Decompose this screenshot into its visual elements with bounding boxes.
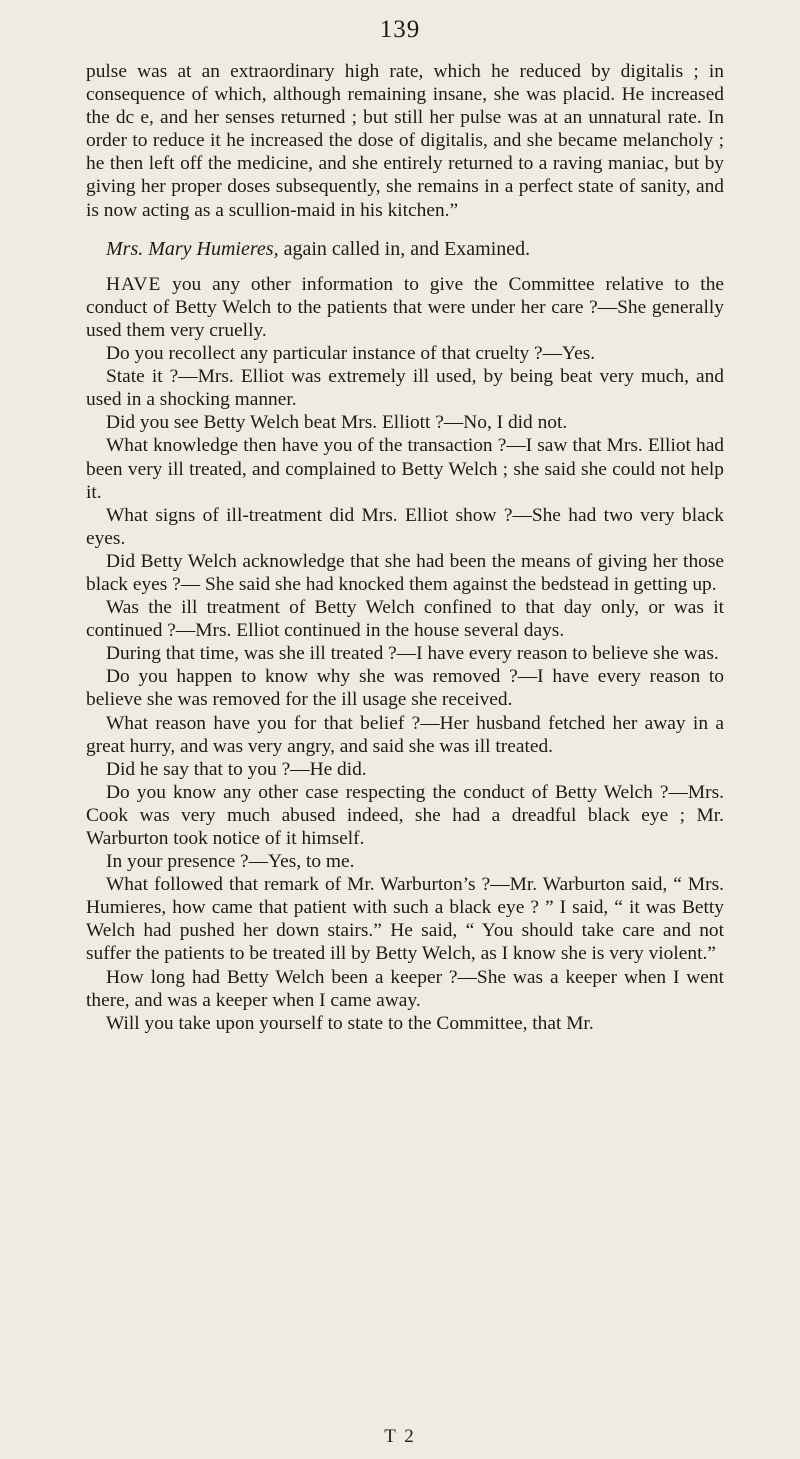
qa-paragraph: In your presence ?—Yes, to me. <box>106 851 355 873</box>
qa-paragraph: Do you happen to know why she was removed ?—I have every reason to believe she was removed for the ill usage she received. <box>86 666 724 711</box>
qa-paragraph: Do you know any other case respecting the conduct of Betty Welch ?—Mrs. Cook was very much abused indeed, she had a dreadful black eye ; Mr. Warburton took notice of it himself. <box>86 781 724 849</box>
witness-name: Mrs. Mary Humieres, <box>106 237 279 260</box>
qa-paragraph-first <box>86 273 724 342</box>
qa-paragraph: During that time, was she ill treated ?—I have every reason to believe she was. <box>106 643 719 665</box>
qa-paragraph: Will you take upon yourself to state to the Committee, that Mr. <box>106 1012 594 1034</box>
qa-paragraph: Did Betty Welch acknowledge that she had been the means of giving her those black eyes ?— She said she had knocked them against the bedstead in getting up. <box>86 550 724 595</box>
witness-heading-rest: again called in, and Examined. <box>278 237 531 260</box>
qa-paragraph: What knowledge then have you of the transaction ?—I saw that Mrs. Elliot had been very ill treated, and complained to Betty Welch ; she said she could not help it. <box>86 435 724 503</box>
witness-heading <box>86 238 724 261</box>
qa-first-lead: HAVE <box>106 273 162 295</box>
qa-paragraph: Was the ill treatment of Betty Welch confined to that day only, or was it continued ?—Mrs. Elliot continued in the house several days. <box>86 597 724 642</box>
qa-paragraph: State it ?—Mrs. Elliot was extremely ill used, by being beat very much, and used in a shocking manner. <box>86 366 724 411</box>
qa-paragraph: Did he say that to you ?—He did. <box>106 758 367 780</box>
qa-first-rest: you any other information to give the Committee relative to the conduct of Betty Welch to the patients that were under her care ?—She generally used them very cruelly. <box>86 273 724 341</box>
qa-paragraph: What followed that remark of Mr. Warburton’s ?—Mr. Warburton said, “ Mrs. Humieres, how came that patient with such a black eye ? ” I said, “ it was Betty Welch had pushed her down stairs.” He said, “ You should take care and not suffer the patients to be treated ill by Betty Welch, as I know she is very violent.” <box>86 874 724 965</box>
signature-mark: T 2 <box>384 1426 416 1447</box>
qa-paragraph: How long had Betty Welch been a keeper ?—She was a keeper when I went there, and was a keeper when I came away. <box>86 966 724 1011</box>
page-number: 139 <box>379 16 421 43</box>
body-text <box>86 60 724 1035</box>
opening-paragraph: pulse was at an extraordinary high rate, which he reduced by digitalis ; in consequence of which, although remaining insane, she was placid. He increased the dc e, and her senses returned ; but still her pulse was at an unnatural rate. In order to reduce it he increased the dose of digitalis, and she became melancholy ; he then left off the medicine, and she entirely returned to a raving maniac, but by giving her proper doses subsequently, she remains in a perfect state of sanity, and is now acting as a scullion-maid in his kitchen.” <box>86 61 724 221</box>
qa-paragraph: What signs of ill-treatment did Mrs. Elliot show ?—She had two very black eyes. <box>86 504 724 549</box>
qa-paragraph: Did you see Betty Welch beat Mrs. Elliott ?—No, I did not. <box>106 412 568 434</box>
qa-paragraph: Do you recollect any particular instance of that cruelty ?—Yes. <box>106 343 596 365</box>
qa-paragraph: What reason have you for that belief ?—Her husband fetched her away in a great hurry, and was very angry, and said she was ill treated. <box>86 712 724 757</box>
